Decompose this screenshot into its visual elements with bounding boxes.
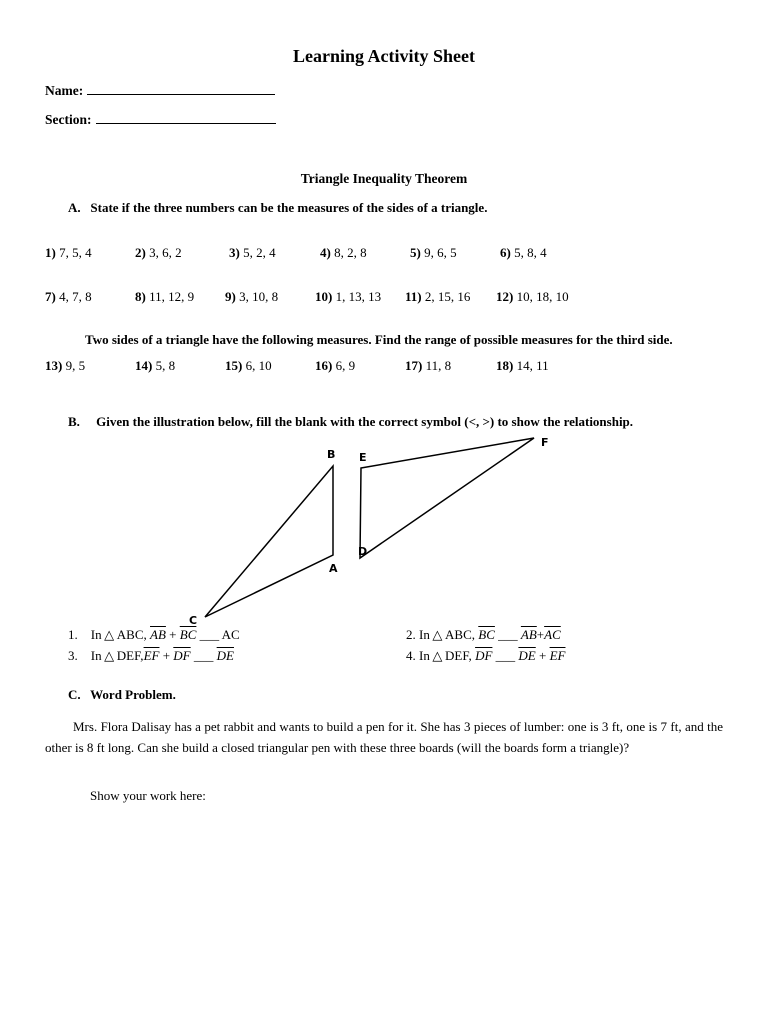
list-item: 12) 10, 18, 10 (496, 289, 569, 304)
list-item: 17) 11, 8 (405, 358, 452, 373)
point-d-label: D (358, 545, 368, 558)
answer-blank[interactable]: ___ (498, 627, 518, 642)
list-item: 15) 6, 10 (225, 358, 272, 373)
point-b-label: B (327, 448, 336, 461)
point-e-label: E (359, 451, 367, 464)
triangle-def (360, 438, 534, 558)
name-label: Name: (45, 83, 84, 98)
list-item: 9) 3, 10, 8 (225, 289, 279, 304)
list-item: 14) 5, 8 (135, 358, 176, 373)
list-item: 3) 5, 2, 4 (229, 245, 276, 260)
list-item: 6) 5, 8, 4 (500, 245, 547, 260)
part-a-instruction: A. State if the three numbers can be the measures of the sides of a triangle. (68, 200, 488, 215)
question-2: 2. In △ ABC, $\overline{BC}$ ___ $\overline{AB}+\overline{AC}$ (406, 627, 561, 642)
question-4: 4. In △ DEF, $\overline{DF}$ ___ $\overline{DE} + \overline{EF}$ (406, 648, 566, 663)
list-item: 8) 11, 12, 9 (135, 289, 195, 304)
list-item: 1) 7, 5, 4 (45, 245, 92, 260)
list-item: 4) 8, 2, 8 (320, 245, 367, 260)
list-item: 11) 2, 15, 16 (405, 289, 471, 304)
list-item: 16) 6, 9 (315, 358, 356, 373)
list-item: 10) 1, 13, 13 (315, 289, 382, 304)
point-c-label: C (189, 614, 198, 627)
show-work-label: Show your work here: (90, 788, 206, 803)
answer-blank[interactable]: ___ (495, 648, 516, 663)
list-item: 2) 3, 6, 2 (135, 245, 182, 260)
list-item: 5) 9, 6, 5 (410, 245, 457, 260)
topic-heading: Triangle Inequality Theorem (300, 171, 468, 186)
part-c-heading: C. Word Problem. (68, 687, 176, 702)
range-instruction: Two sides of a triangle have the following measures. Find the range of possible measures for the third side. (85, 332, 673, 347)
point-a-label: A (329, 562, 338, 575)
section-label: Section: (45, 112, 92, 127)
list-item: 13) 9, 5 (45, 358, 86, 373)
list-item: 7) 4, 7, 8 (45, 289, 92, 304)
point-f-label: F (541, 436, 549, 449)
part-b-instruction: B. Given the illustration below, fill the blank with the correct symbol (<, >) to show the relationship. (68, 414, 634, 429)
question-3: 3. In △ $DEF,\overline{EF} + \overline{DF}$ ___ $\overline{DE}$ (68, 648, 234, 663)
question-1: 1. In △ ABC, $\overline{AB} + \overline{BC}$ ___ AC (68, 627, 240, 642)
answer-blank[interactable]: ___ (199, 627, 220, 642)
word-problem-text: Mrs. Flora Dalisay has a pet rabbit and wants to build a pen for it. She has 3 pieces of lumber: one is 3 ft, one is 7 ft, and the other is 8 ft long. Can she build a closed triangular pen with these three boards (will the boards form a triangle)? (45, 719, 723, 755)
page-title: Learning Activity Sheet (293, 46, 475, 66)
list-item: 18) 14, 11 (496, 358, 549, 373)
triangle-abc (205, 466, 333, 617)
answer-blank[interactable]: ___ (193, 648, 214, 663)
